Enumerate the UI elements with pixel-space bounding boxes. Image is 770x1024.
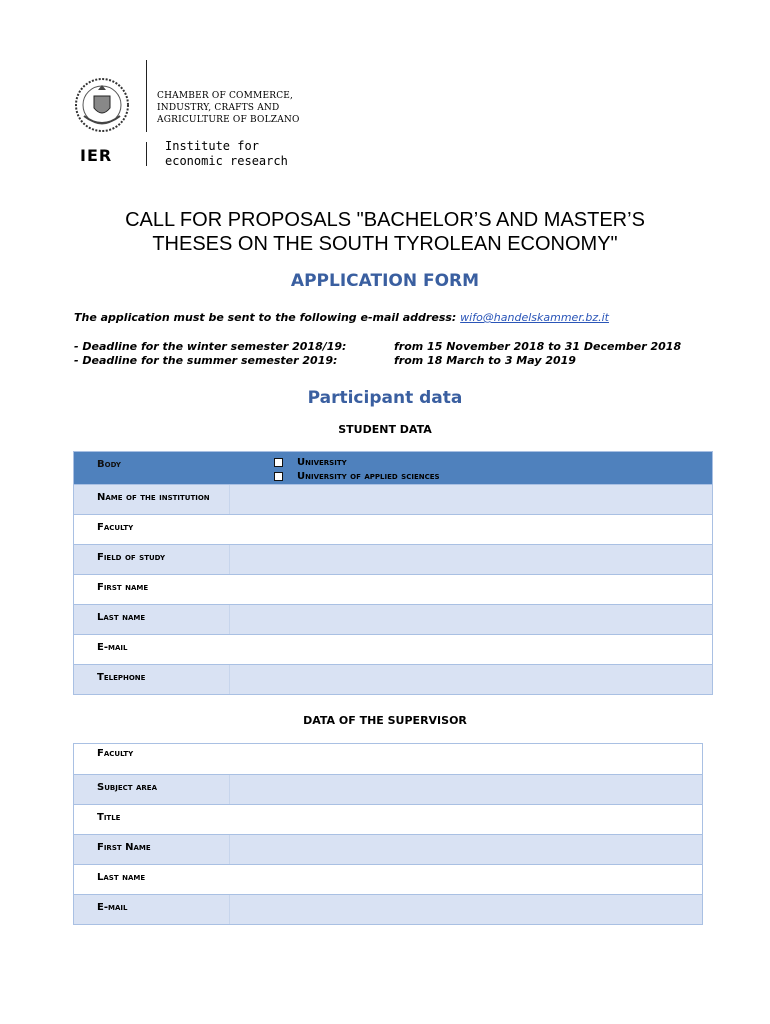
section-title: Participant data bbox=[307, 388, 463, 408]
table-row[interactable]: Faculty bbox=[97, 748, 134, 759]
table-row[interactable]: E-mail bbox=[74, 634, 712, 664]
logo-divider bbox=[146, 142, 147, 166]
submission-note: The application must be sent to the following e-mail address: wifo@handelskammer.bz.it bbox=[74, 311, 609, 324]
checkbox-applied-sciences[interactable] bbox=[274, 472, 283, 481]
deadline-summer: - Deadline for the summer semester 2019: from 18 March to 3 May 2019 bbox=[74, 354, 576, 367]
body-options bbox=[274, 455, 440, 483]
ier-logo: IER bbox=[80, 146, 113, 165]
page-title: CALL FOR PROPOSALS "BACHELOR’S AND MASTER’S THESES ON THE SOUTH TYROLEAN ECONOMY" bbox=[125, 209, 645, 255]
institute-name: Institute for economic research bbox=[165, 139, 288, 168]
table-row[interactable]: First name bbox=[74, 574, 712, 604]
deadline-winter: - Deadline for the winter semester 2018/19: from 15 November 2018 to 31 December 2018 bbox=[74, 340, 682, 353]
option-applied-sciences[interactable]: University of applied sciences bbox=[274, 469, 440, 483]
student-data-title: STUDENT DATA bbox=[338, 423, 432, 436]
table-row[interactable]: Subject area bbox=[74, 774, 702, 804]
supervisor-data-title: DATA OF THE SUPERVISOR bbox=[303, 714, 467, 727]
table-row[interactable]: Last name bbox=[74, 864, 702, 894]
table-row[interactable]: Faculty bbox=[74, 514, 712, 544]
table-row[interactable]: Title bbox=[74, 804, 702, 834]
table-row-body: Body University University of applied sciences bbox=[74, 452, 712, 484]
chamber-seal-icon bbox=[72, 76, 132, 134]
table-row[interactable]: E-mail bbox=[74, 894, 702, 924]
supervisor-data-table bbox=[73, 743, 703, 925]
table-row[interactable]: Field of study bbox=[74, 544, 712, 574]
table-row[interactable]: Name of the institution bbox=[74, 484, 712, 514]
header-divider bbox=[146, 60, 147, 132]
table-row[interactable]: First Name bbox=[74, 834, 702, 864]
organization-name: CHAMBER OF COMMERCE, INDUSTRY, CRAFTS AND AGRICULTURE OF BOLZANO bbox=[157, 91, 300, 125]
form-title: APPLICATION FORM bbox=[290, 271, 480, 291]
table-row[interactable]: Last name bbox=[74, 604, 712, 634]
checkbox-university[interactable] bbox=[274, 458, 283, 467]
option-university[interactable]: University bbox=[274, 455, 440, 469]
student-data-table bbox=[73, 451, 713, 695]
table-row[interactable]: Telephone bbox=[74, 664, 712, 694]
email-link[interactable]: wifo@handelskammer.bz.it bbox=[460, 311, 609, 324]
